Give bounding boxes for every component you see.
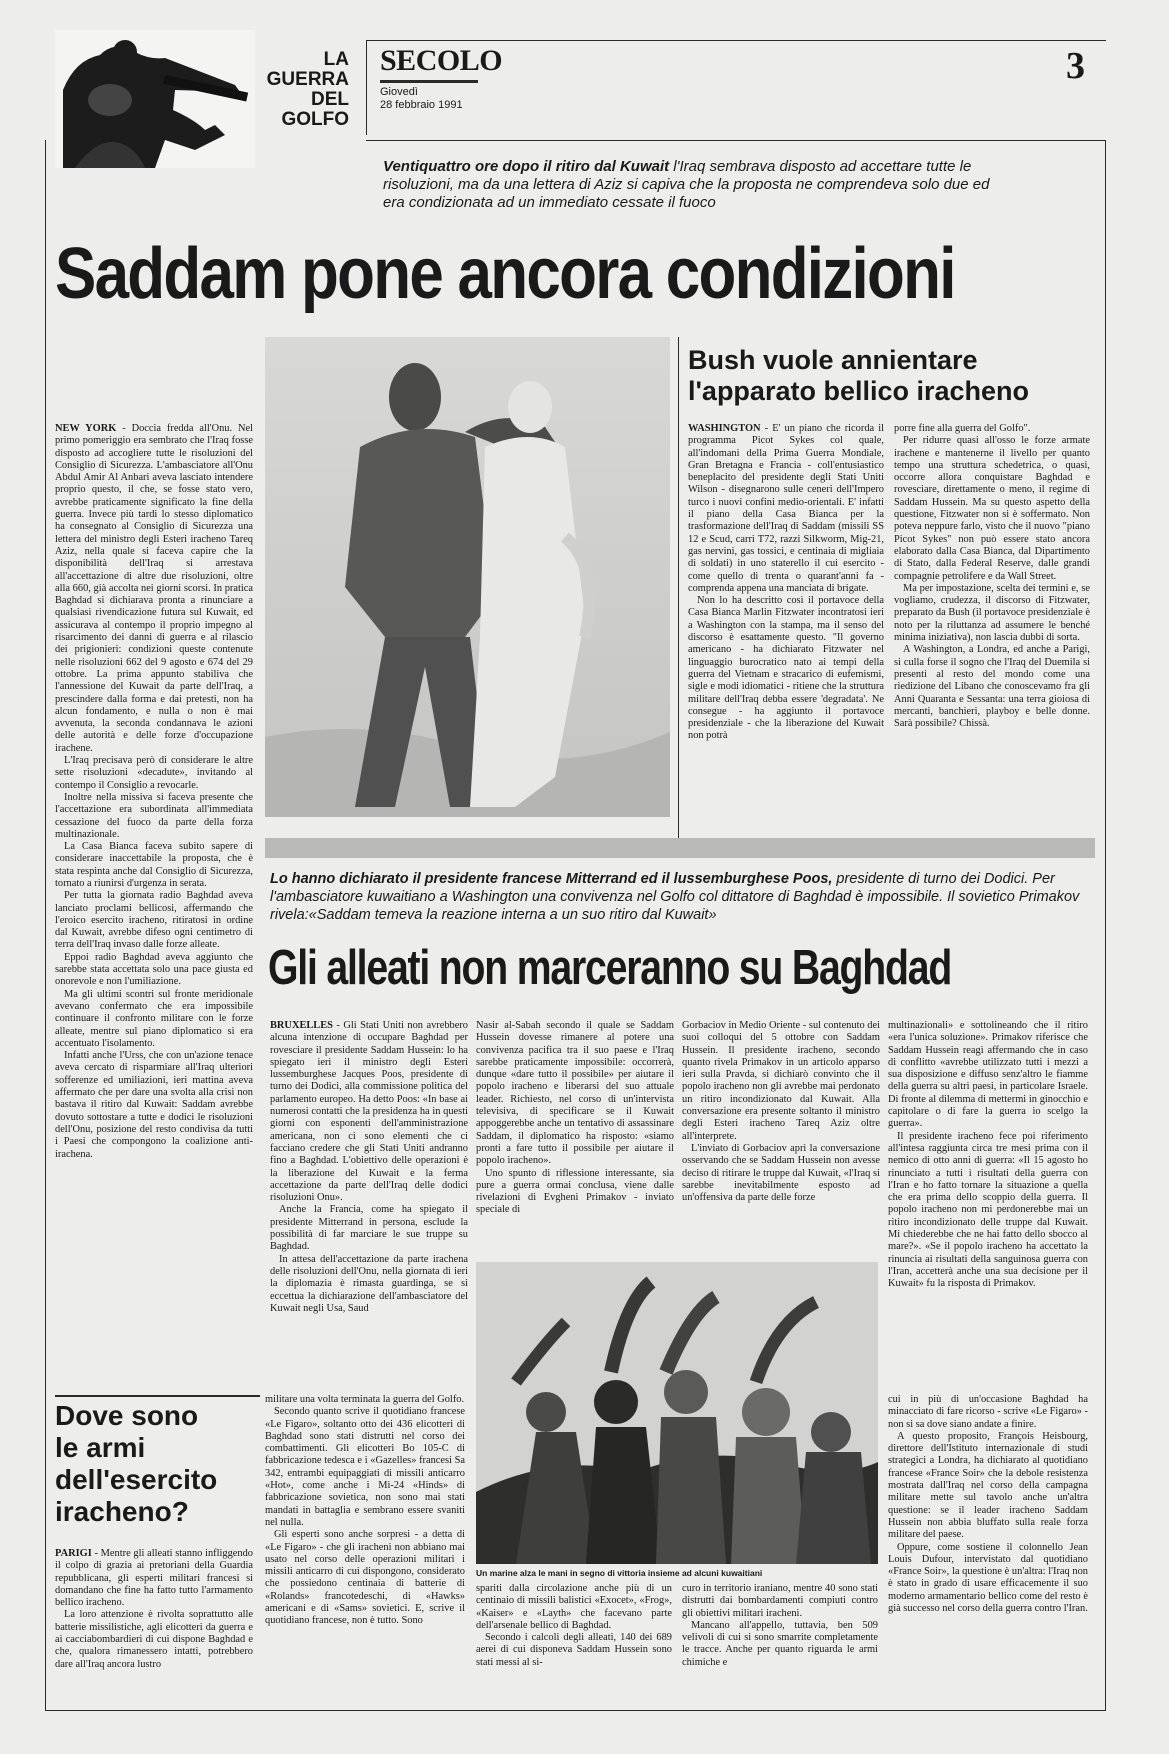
lead-paragraph: Infatti anche l'Urss, che con un'azione tenace aveva cercato di risparmiare all'Iraq ulteriori sofferenze ed umiliazioni, ieri mattina aveva affermato che per dare una svolta alla crisi non bastava il ritiro dal Kuwait: Saddam avrebbe dovuto sottostare a tutte e dodici le risoluzioni dell'Onu, posizione del resto condivisa da tutti i Paesi che compongono la coalizione anti-irachena.	[55, 1050, 253, 1160]
allies-column-4: multinazionali» e sottolineando che il ritiro «era l'unica soluzione». Primakov riferisce che Saddam Hussein reagì affermando che in caso di conflitto «avrebbe utilizzato tutti i mezzi a sua disposizione e diffuso senz'altro le fiamme della guerra su altri paesi, in particolare Israele. Di fronte al dilemma di mettermi in ginocchio e capitolare o di fare la guerra io scelgo la guerra». Il presidente iracheno fece poi riferimento all'intesa raggiunta circa tre mesi prima con il nemico di otto anni di guerra: «Il 15 agosto ho rinunciato a tutti i risultati della guerra con l'Iran e ho fatto tornare la situazione a quella che era prima dello scoppio della guerra. Il popolo iracheno non mi perdonerebbe mai un ritiro incondizionato delle truppe dal Kuwait. Mi chiederebbe che ne hai fatto dello sbocco al mare?». «Se il popolo iracheno ha accettato la rinuncia ai risultati della sanguinosa guerra con l'Iran, accetterà anche una sua decisione per il Kuwait» fu la risposta di Primakov.	[888, 1020, 1088, 1290]
section-title-line3: GOLFO	[281, 109, 349, 130]
allies-kicker	[270, 870, 1080, 924]
bush-headline-line1: Bush vuole annientare	[688, 345, 978, 375]
lead-paragraph: Per tutta la giornata radio Baghdad aveva lanciato proclami bellicosi, affermando che l'eroico esercito iracheno, ritiratosi in ordine dal Kuwait, avrebbe difeso ogni centimetro di terra dell'Iraq invaso dalle forze alleate.	[55, 890, 253, 951]
arms-headline-line3: dell'esercito	[55, 1464, 218, 1495]
arms-headline-line2: le armi	[55, 1432, 146, 1463]
arms-column-1: PARIGI - Mentre gli alleati stanno infliggendo il colpo di grazia ai pretoriani della Guardia repubblicana, gli esperti militari francesi si domandano che fine ha fatto tutto l'armamento bellico iracheno. La loro attenzione è rivolta soprattutto alle batterie missilistiche, agli elicotteri da guerra e ai cacciabombardieri di cui dispone Baghdad e che, qualora rimanessero intatti, potrebbero dare all'Iraq ancora lustro	[55, 1548, 253, 1670]
lead-paragraph: Inoltre nella missiva si faceva presente che l'accettazione era subordinata all'immediata cessazione del fuoco da parte della forza multinazionale.	[55, 791, 253, 840]
section-title-line1: LA GUERRA	[266, 49, 349, 90]
bush-headline-line2: l'apparato bellico iracheno	[688, 376, 1030, 406]
bush-dateline: WASHINGTON	[688, 423, 761, 434]
allies-kicker-bold: Lo hanno dichiarato il presidente francese Mitterrand ed il lussemburghese Poos,	[270, 871, 833, 887]
arms-column-5: cui in più di un'occasione Baghdad ha minacciato di fare ricorso - scrive «Le Figaro» - non si sa dove siano andate a finire. A questo proposito, François Heisbourg, direttore dell'Istituto internazionale di studi strategici a Londra, ha dichiarato al quotidiano francese «France Soir» che la debole resistenza mostrata dall'Iraq nel corso della campagna militare mette sul tavolo anche un'altra questione: se il leader iracheno Saddam Hussein non abbia bluffato sulla reale forza militare del paese. Oppure, come sostiene il colonnello Jean Louis Dufour, intervistato dal quotidiano «France Soir», la questione è un'altra: l'Iraq non è stato in grado di usare efficacemente il suo moderno armamentario bellico come del resto è già successo nel corso della guerra contro l'Iran.	[888, 1394, 1088, 1615]
page-number: 3	[1066, 45, 1085, 87]
marines-victory-photo	[476, 1262, 878, 1564]
arms-column-3: spariti dalla circolazione anche più di un centinaio di missili balistici «Exocet», «Frog», «Kaiser» e «Layth» che facevano parte dell'arsenale bellico di Baghdad. Secondo i calcoli degli alleati, 140 dei 689 aerei di cui disponeva Saddam Hussein sono stati messi al si-	[476, 1583, 672, 1668]
arms-column-4: curo in territorio iraniano, mentre 40 sono stati distrutti dai bombardamenti compiuti contro gli obiettivi militari iracheni. Mancano all'appello, tuttavia, ben 509 velivoli di cui si sono smarrite completamente le tracce. Anche per quanto riguarda le armi chimiche e	[682, 1583, 878, 1668]
arms-headline	[55, 1400, 260, 1528]
lead-paragraph: La Casa Bianca faceva subito sapere di considerare inaccettabile la proposta, che è stata respinta anche dal Consiglio di Sicurezza, tornato a riunirsi d'urgenza in serata.	[55, 841, 253, 889]
soldier-silhouette-icon	[55, 30, 255, 168]
section-title-line2: DEL	[311, 89, 349, 110]
lead-headline: Saddam pone ancora condizioni	[55, 234, 955, 314]
allies-dateline: BRUXELLES	[270, 1020, 333, 1031]
arms-headline-line4: iracheno?	[55, 1496, 189, 1527]
allies-column-3: Gorbaciov in Medio Oriente - sul contenuto dei suoi colloqui del 5 ottobre con Saddam Hussein. Il presidente iracheno, secondo quanto rivela Primakov in un articolo apparso ieri sulla Pravda, si dichiarò convinto che il popolo iracheno non gli avrebbe mai perdonato un ritiro incondizionato dal Kuwait. Alla conversazione era presente soltanto il ministro degli Esteri iracheno Tareq Aziz oltre all'interprete. L'inviato di Gorbaciov aprì la conversazione osservando che se Saddam Hussein non avesse deciso di ritirare le truppe dal Kuwait, «l'Iraq si sarebbe inevitabilmente esposto ad un'offensiva da parte delle forze	[682, 1020, 880, 1204]
section-divider-band	[265, 838, 1095, 858]
lead-paragraph: L'Iraq precisava però di considerare le altre sette risoluzioni «decadute», invitando al contempo il Consiglio a revocarle.	[55, 755, 253, 791]
section-logo	[55, 30, 355, 168]
allies-column-2: Nasir al-Sabah secondo il quale se Saddam Hussein dovesse rimanere al potere una convivenza pacifica tra il suo paese e l'Iraq sarebbe praticamente impossibile: occorrerà, dunque «dare tutto il possibile» per aiutare il popolo iracheno e liberarsi del suo attuale leader. Richiesto, nel corso di un'intervista televisiva, di specificare se il Kuwait appoggerebbe anche un tentativo di assassinare Saddam, il diplomatico ha risposto: «siamo pronti a fare tutto il possibile per aiutare il popolo iracheno». Uno spunto di riflessione interessante, sia pure a guerra ormai conclusa, viene dalle rivelazioni di Evgheni Primakov - inviato speciale di	[476, 1020, 674, 1216]
photo-caption: Un marine alza le mani in segno di vittoria insieme ad alcuni kuwaitiani	[476, 1568, 763, 1578]
issue-date: 28 febbraio 1991	[380, 99, 463, 111]
lead-kicker-bold: Ventiquattro ore dopo il ritiro dal Kuwait	[383, 158, 670, 175]
arms-dateline: PARIGI	[55, 1548, 92, 1559]
lead-paragraph: NEW YORK - Doccia fredda all'Onu. Nel primo pomeriggio era sembrato che l'Iraq fosse disposto ad accogliere tutte le risoluzioni del Consiglio di Sicurezza. L'ambasciatore all'Onu Abdul Amir Al Anbari aveva lasciato intendere proprio questo, il che, se fosse stato vero, avrebbe praticamente significato la fine della guerra. Invece più tardi lo stesso diplomatico ha consegnato al Consiglio di Sicurezza una lettera del ministro degli Esteri iracheno Tareq Aziz, nella quale si faceva capire che la disponibilità dell'Iraq si arrestava all'accettazione di altre due risoluzioni, oltre alla 660, già accolta nei giorni scorsi. In pratica Baghdad si dichiarava pronta a rinunciare a qualsiasi rivendicazione futura sul Kuwait, ed assicurava al contempo il proprio impegno al risarcimento dei danni di guerra e al rilascio dei prigionieri: condizioni queste contenute nelle risoluzioni 662 del 9 agosto e 674 del 29 ottobre. La prima appunto stabiliva che l'annessione del Kuwait da parte dell'Iraq, a prescindere dalla forma e dai pretesti, non ha alcun fondamento, e nulla o non è mai avvenuta, la seconda condannava le azioni delle autorità e delle forze d'occupazione irachene.	[55, 423, 253, 754]
allies-headline: Gli alleati non marceranno su Baghdad	[268, 941, 952, 995]
bush-column-1: WASHINGTON - E' un piano che ricorda il programma Picot Sykes col quale, all'indomani della Prima Guerra Mondiale, Gran Bretagna e Francia - coll'entusiastico beneplacito del presidente degli Stati Uniti Wilson - disegnarono sulle ceneri dell'Impero turco i nuovi confini medio-orientali. E' infatti il piano della Casa Bianca per la trasformazione dell'Iraq di Saddam (missili SS 12 e Scud, carri T72, razzi Silkworm, Mig-21, gas nervini, gas tossici, e centinaia di migliaia di soldati) in uno staterello il cui esercito - come quello di trenta o quarant'anni fa - comprenda appena una manciata di brigate. Non lo ha descritto così il portavoce della Casa Bianca Marlin Fitzwater incontratosi ieri a Washington con la stampa, ma il senso del discorso è esattamente questo. "Il governo americano - ha dichiarato Fitzwater nel linguaggio burocratico nato ai tempi della guerra del Vietnam e stracarico di eufemismi, sigle e modi idiomatici - ritiene che la struttura militare dell'Iraq debba essere 'degradata'. Ne consegue - ha aggiunto il portavoce presidenziale - che la liberazione del Kuwait non potrà	[688, 423, 884, 742]
lead-text-column	[55, 423, 253, 1373]
arms-column-2: militare una volta terminata la guerra del Golfo. Secondo quanto scrive il quotidiano francese «Le Figaro», soltanto otto dei 436 elicotteri di Baghdad sono stati distrutti nel corso dei combattimenti. Gli elicotteri Bo 105-C di fabbricazione tedesca e i «Gazelles» francesi Sa 342, entrambi equipaggiati di missili anticarro «Hot», come anche i Mi-24 «Hinds» di fabbricazione sovietica, non sono mai stati mandati in battaglia e sembrano essere svaniti nel nulla. Gli esperti sono anche sorpresi - a detta di «Le Figaro» - che gli iracheni non abbiano mai usato nel corso delle operazioni militari i missili anticarro di cui dispongono, considerato che possiedono centinaia di batterie di «Rolands» francotedeschi, di «Hawks» americani e di «Sams» sovietici. E, scrive il quotidiano francese, non è tutto. Sono	[265, 1394, 465, 1627]
allies-column-1: BRUXELLES - Gli Stati Uniti non avrebbero alcuna intenzione di occupare Baghdad per rovesciare il presidente Saddam Hussein: lo ha spiegato ieri il ministro degli Esteri lussemburghese Jacques Poos, presidente di turno dei Dodici, alla commissione politica del parlamento europeo. Ha detto Poos: «In base ai numerosi contatti che la presidenza ha in questi giorni con esponenti dell'amministrazione americana, non ci sono elementi che ci facciano credere che gli Stati Uniti andranno fino a Baghdad. L'obiettivo delle operazioni è la liberazione del Kuwait e la ferma accettazione da parte dell'Iraq delle dodici risoluzioni Onu». Anche la Francia, come ha spiegato il presidente Mitterrand in persona, esclude la possibilità di far marciare le sue truppe su Baghdad. In attesa dell'accettazione da parte irachena delle risoluzioni dell'Onu, nella giornata di ieri la diplomazia è rimasta guardinga, se si eccettua la dichiarazione dell'ambasciatore del Kuwait negli Usa, Saud	[270, 1020, 468, 1314]
lead-kicker-rest: l'Iraq sembrava disposto ad accettare tutte le risoluzioni, ma da una lettera di Aziz si capiva che la proposta ne comprendeva solo due ed era condizionata ad un immediato cessate il fuoco	[383, 158, 990, 211]
arms-headline-line1: Dove sono	[55, 1400, 199, 1431]
bush-column-2: porre fine alla guerra del Golfo". Per ridurre quasi all'osso le forze armate irachene e mantenerne il livello per quanto tempo una struttura schedetrica, o quasi, occorre allora conquistare Baghdad e rovesciare, direttamente o meno, il regime di Saddam Hussein. Ma su questo aspetto della questione, Fitzwater non si è soffermato. Non poteva neppure farlo, visto che il nuovo "piano Picot Sykes" non può essere stato ancora elaborato dalla Casa Bianca, dal Dipartimento di Stato, dalla Federal Reserve, dalle grandi compagnie petrolifere e da Wall Street. Ma per impostazione, scelta dei termini e, se vogliamo, crudezza, il discorso di Fitzwater, preparato da Bush (il portavoce presidenziale è noto per la riluttanza ad assumere le benché minima iniziativa), non lascia dubbi di sorta. A Washington, a Londra, ed anche a Parigi, si culla forse il sogno che l'Iraq del Duemila si presenti al resto del mondo come una riedizione del Libano che conoscevamo fra gli Anni Quaranta e Sessanta: una terra gioiosa di mercanti, banchieri, playboy e belle donne. Sarà possibile? Chissà.	[894, 423, 1090, 730]
lead-dateline: NEW YORK	[55, 423, 117, 434]
bush-headline	[688, 345, 1108, 407]
lead-paragraph: Ma gli ultimi scontri sul fronte meridionale avevano confermato che era impossibile continuare il confronto militare con le forze alleate, mentre sul piano diplomatico si era accentuato l'isolamento.	[55, 988, 253, 1049]
allies-kicker-rest: presidente di turno dei Dodici. Per l'ambasciatore kuwaitiano a Washington una convivenza nel Golfo col dittatore di Baghdad è impossibile. Il sovietico Primakov rivela:«Saddam temeva la reazione interna a un suo ritiro dal Kuwait»	[270, 871, 1080, 923]
paper-name: SECOLO	[380, 44, 503, 77]
lead-paragraph: Eppoi radio Baghdad aveva aggiunto che sarebbe stata accettata solo una pace giusta ed onorevole e non l'umiliazione.	[55, 951, 253, 988]
soldiers-photo	[265, 337, 670, 817]
weekday: Giovedì	[380, 86, 418, 98]
lead-kicker	[383, 158, 1003, 212]
